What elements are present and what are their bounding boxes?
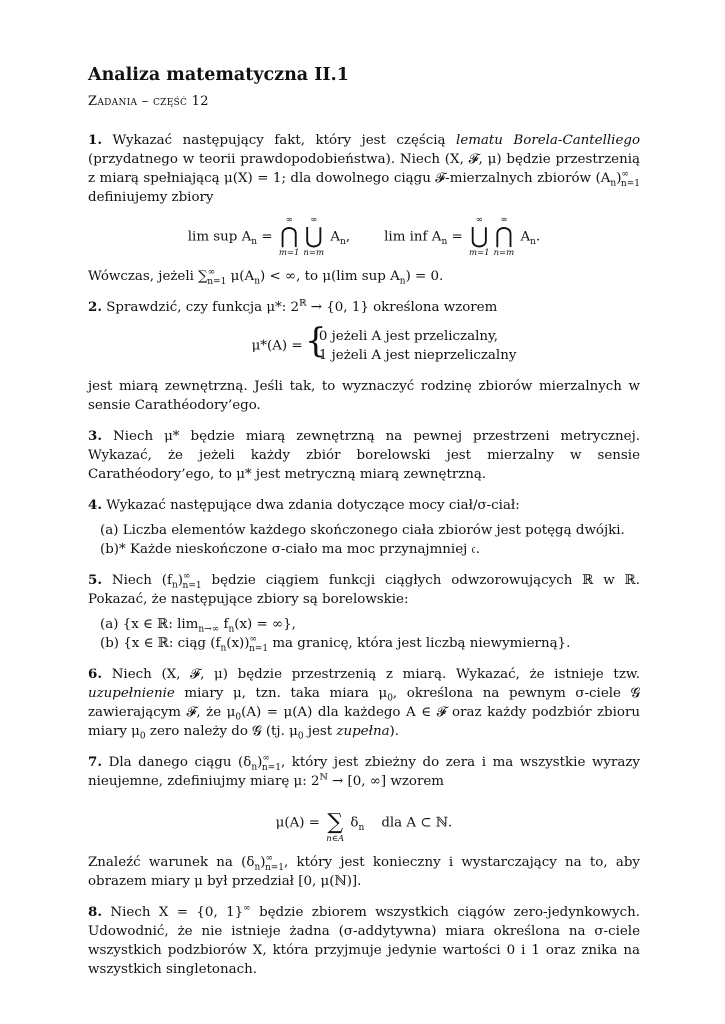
problem-7: 7. Dla danego ciągu $(\delta_n)^\infty_{n=1}$, który jest zbieżny do zera i ma wszystkie wyrazy nieujemne, zdefiniujmy miarę μ: $2^ℕ \to [0$, ∞] wzorem μ(A) = ∑ n∈A $\delta_n$ dla A ⊂ ℕ. Znaleźć warunek na $(\delta_n)^\infty_{n=1}$, który jest konieczny i wystarczający na to, aby obrazem miary μ był przedział [0, μ(ℕ)]. — [88, 753, 640, 889]
list-item: (b)* Każde nieskończone σ-ciało ma moc przynajmniej 𝔠. — [100, 542, 480, 557]
document-page — [88, 64, 640, 979]
display-formula: μ*(A) = { 0 jeżeli A jest przeliczalny, 1 jeżeli A jest nieprzeliczalny — [128, 327, 640, 365]
problem-number: 4. — [88, 497, 102, 513]
subtitle-zadania: Zadania — [88, 94, 138, 109]
problem-text: jest miarą zewnętrzną. Jeśli tak, to wyznaczyć rodzinę zbiorów mierzalnych w sensie Carathéodory’ego. — [88, 379, 640, 413]
sub-list — [88, 615, 640, 653]
problem-number: 6. — [88, 666, 102, 682]
problem-1: 1. Wykazać następujący fakt, który jest częścią lematu Borela-Cantelliego (przydatnego w teorii prawdopodobieństwa). Niech (X, 𝓕, μ) będzie przestrzenią z miarą spełniającą μ(X) = 1; dla dowolnego ciągu 𝓕-mierzalnych zbiorów $(A_n)^\infty_{n=1}$ definiujemy zbiory lim sup $A_n$ = ∞ ⋂ m=1 ∞ ⋃ n=m $A_n$, lim inf $A_n$ = ∞ ⋃ m=1 ∞ ⋂ n=m $A_n$. Wówczas, jeżeli $\sum^\infty_{n=1}$ $\mu(A_n)$ < ∞, to μ(lim sup $A_n) = 0$. — [88, 132, 641, 287]
page-subtitle: Zadania – część 12 — [88, 94, 209, 109]
problem-emphasis: lematu Borela-Cantelliego — [456, 133, 641, 148]
problem-text: (przydatnego w teorii prawdopodobieństwa). Niech (X, 𝓕, μ) będzie przestrzenią z miarą spełniającą μ(X) = 1; dla dowolnego ciągu 𝓕-mierzalnych zbiorów (A — [88, 152, 640, 186]
problem-number: 7. — [88, 754, 102, 770]
problem-number: 1. — [88, 132, 102, 148]
problem-number: 3. — [88, 428, 102, 444]
problem-text: Wykazać następujący fakt, który jest częścią — [112, 133, 446, 148]
list-item: (a) Liczba elementów każdego skończonego ciała zbiorów jest potęgą dwójki. — [100, 523, 625, 538]
problem-text: definiujemy zbiory — [88, 190, 214, 205]
list-item: (a) {x ∈ ℝ: $\lim_{n\to\infty} f_n(x)$ = ∞}, — [100, 617, 296, 635]
sub-list — [88, 521, 640, 559]
problem-5: 5. Niech $(f_n)^\infty_{n=1}$ będzie ciągiem funkcji ciągłych odwzorowujących ℝ w ℝ. Pokazać, że następujące zbiory są borelowskie: (a) {x ∈ ℝ: $\lim_{n\to\infty} f_n(x)$ = ∞}, (b) {x ∈ ℝ: ciąg $(f_n(x))^\infty_{n=1}$ ma granicę, która jest liczbą niewymierną}. — [88, 571, 640, 654]
display-formula: lim sup $A_n$ = ∞ ⋂ m=1 ∞ ⋃ n=m $A_n$, lim inf $A_n$ = ∞ ⋃ m=1 ∞ ⋂ n=m $A_n$. — [187, 215, 541, 258]
page-title: Analiza matematyczna II.1 — [88, 65, 349, 85]
problem-number: 5. — [88, 572, 102, 588]
problem-3 — [88, 427, 640, 484]
problem-number: 8. — [88, 904, 102, 920]
problem-8: 8. Niech X = {0, 1}∞ będzie zbiorem wszystkich ciągów zero-jedynkowych. Udowodnić, że nie istnieje żadna (σ-addytywna) miara określona na σ-ciele wszystkich podzbiorów X, która przyjmuje jedynie wartości 0 i 1 oraz znika na wszystkich singletonach. — [88, 903, 640, 977]
problem-4: 4. Wykazać następujące dwa zdania dotyczące mocy ciał/σ-ciał: (a) Liczba elementów każdego skończonego ciała zbiorów jest potęgą dwójki. (b)* Każde nieskończone σ-ciało ma moc przynajmniej 𝔠. — [88, 496, 640, 559]
problem-2: 2. Sprawdzić, czy funkcja μ*: $2^ℝ \to \{0$, 1} określona wzorem μ*(A) = { 0 jeżeli A jest przeliczalny, 1 jeżeli A jest nieprzeliczalny jest miarą zewnętrzną. Jeśli tak, to wyznaczyć rodzinę zbiorów mierzalnych w sensie Carathéodory’ego. — [88, 298, 640, 415]
subtitle-czesc: część 12 — [152, 94, 209, 109]
problem-text: Niech μ* będzie miarą zewnętrzną na pewnej przestrzeni metrycznej. Wykazać, że jeżeli każdy zbiór borelowski jest mierzalny w sensie Carathéodory’ego, to μ* jest metryczną miarą zewnętrzną. — [88, 429, 640, 482]
list-item: (b) {x ∈ ℝ: ciąg $(f_n(x))^\infty_{n=1}$ ma granicę, która jest liczbą niewymierną}. — [100, 634, 571, 654]
problem-6: 6. Niech (X, 𝓕, μ) będzie przestrzenią z miarą. Wykazać, że istnieje tzw. uzupełnienie miary μ, tzn. taka miara $\mu_0$, określona na pewnym σ-ciele 𝓖 zawierającym 𝓕, że $\mu_0(A) = \mu(A)$ dla każdego A ∈ 𝓕 oraz każdy podzbiór zbioru miary $\mu_0$ zero należy do 𝓖 (tj. $\mu_0$ jest zupełna). — [88, 666, 641, 742]
display-formula: μ(A) = ∑ n∈A $\delta_n$ dla A ⊂ ℕ. — [275, 810, 453, 844]
problem-number: 2. — [88, 299, 102, 315]
